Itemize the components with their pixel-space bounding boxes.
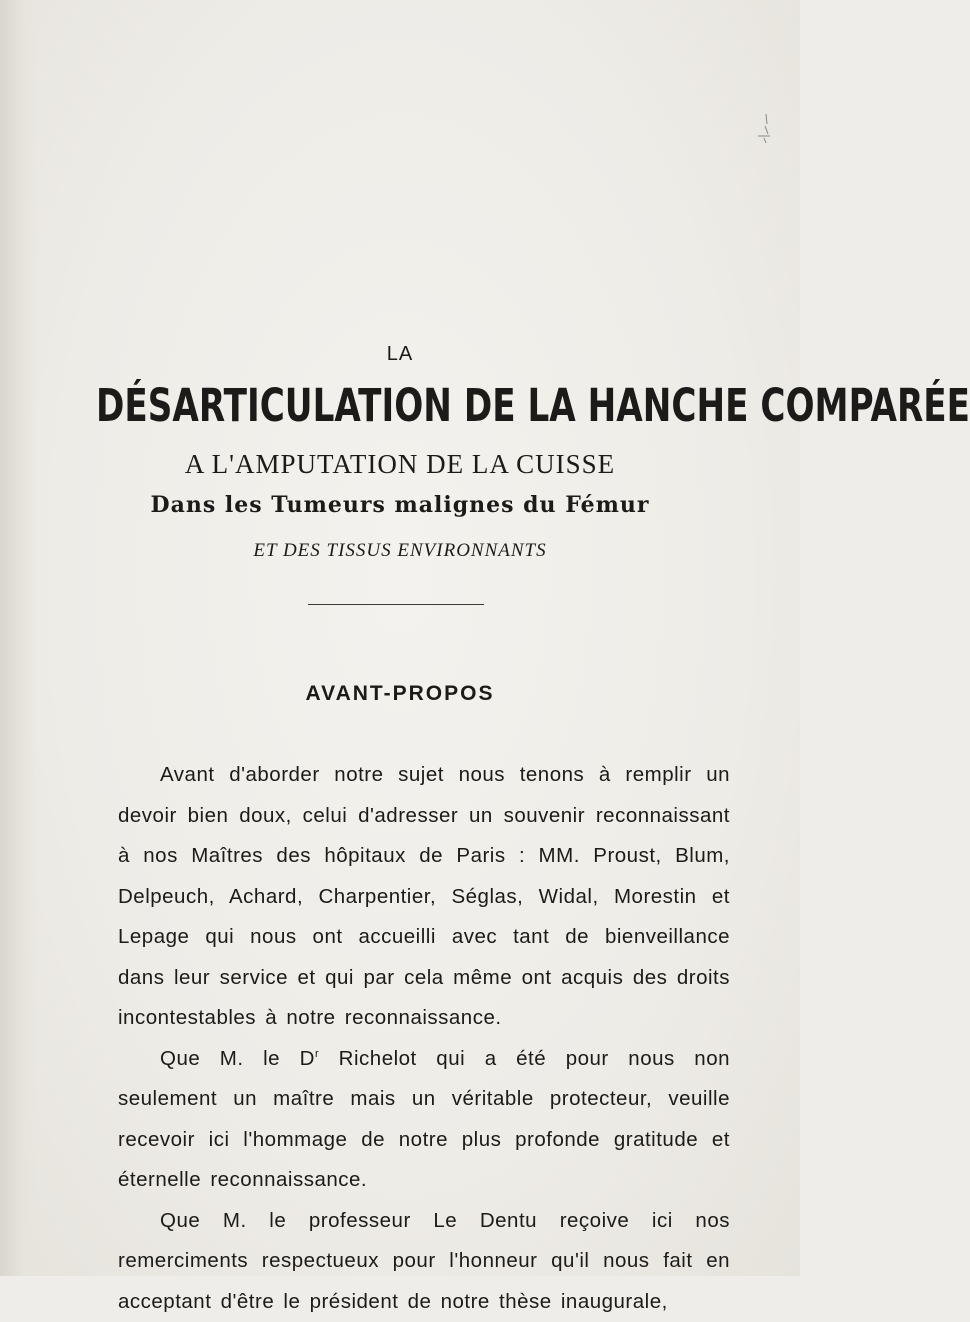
main-title: DÉSARTICULATION DE LA HANCHE COMPARÉE [96, 376, 704, 436]
paragraph-2 [118, 1039, 730, 1201]
paragraph-3: Que M. le professeur Le Dentu reçoive ici nos remerciments respectueux pour l'honneur qu'il nous fait en acceptant d'être le président de notre thèse inaugurale, [118, 1201, 730, 1322]
title-article: LA [0, 343, 800, 366]
paragraph-1: Avant d'aborder notre sujet nous tenons à remplir un devoir bien doux, celui d'adresser un souvenir reconnaissant à nos Maîtres des hôpitaux de Paris : MM. Proust, Blum, Delpeuch, Achard, Charpentier, Séglas, Widal, Morestin et Lepage qui nous ont accueilli avec tant de bienveillance dans leur service et qui par cela même ont acquis des droits incontestables à notre reconnaissance. [118, 755, 730, 1039]
divider-rule [308, 604, 484, 605]
paragraph-2-start: Que M. le D [160, 1047, 315, 1070]
body-text [118, 755, 730, 1322]
section-heading: AVANT-PROPOS [0, 682, 800, 706]
paragraph-2-rest: Richelot qui a été pour nous non seulement un maître mais un véritable protecteur, veuille recevoir ici l'hommage de notre plus profonde gratitude et éternelle reconnaissance. [118, 1047, 730, 1192]
subtitle: A L'AMPUTATION DE LA CUISSE [0, 449, 800, 480]
subtitle-condition: Dans les Tumeurs malignes du Fémur [0, 492, 800, 518]
superscript-r: r [315, 1048, 319, 1060]
binding-shadow [0, 0, 38, 1276]
subtitle-tissues: ET DES TISSUS ENVIRONNANTS [0, 540, 800, 562]
margin-ink-mark [752, 112, 774, 144]
